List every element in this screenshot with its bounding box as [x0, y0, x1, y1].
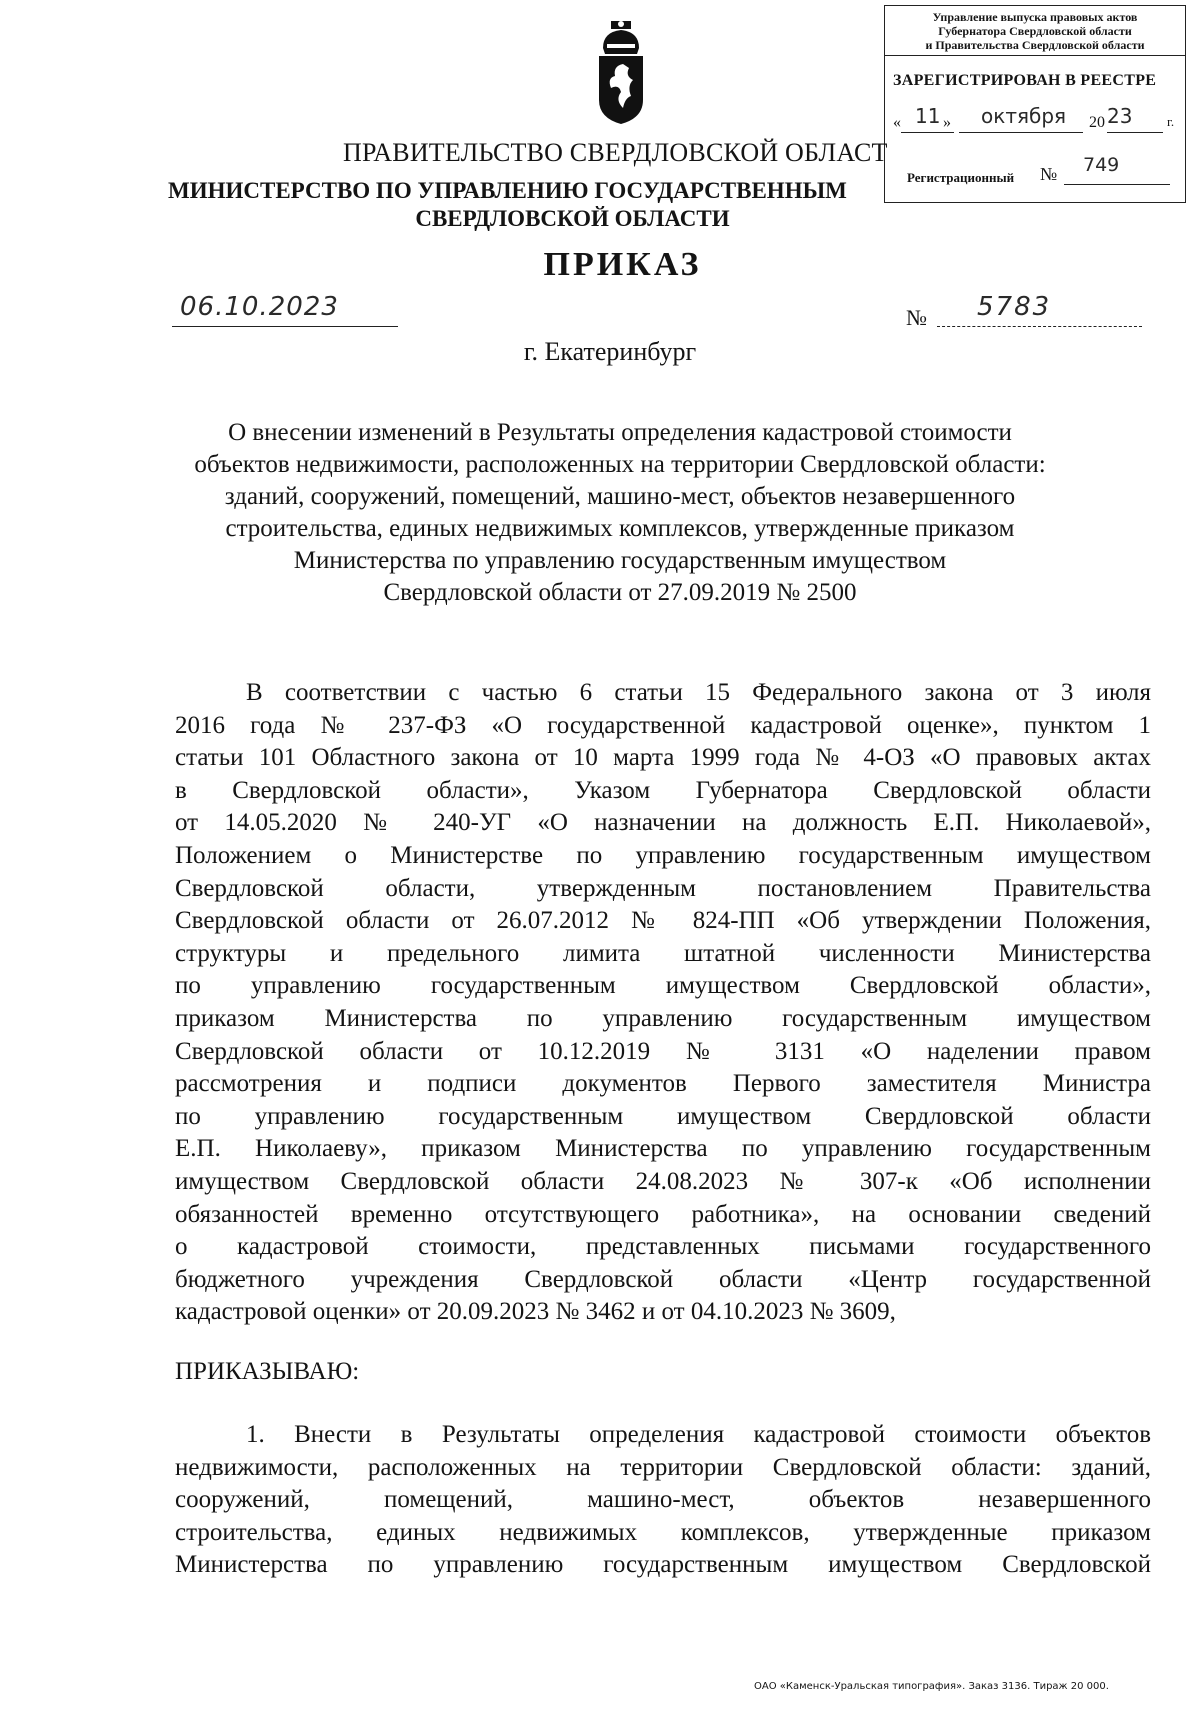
government-title: ПРАВИТЕЛЬСТВО СВЕРДЛОВСКОЙ ОБЛАСТ: [343, 138, 888, 167]
preamble-line: структуры и предельного лимита штатной численности Министерства: [175, 939, 1151, 967]
subject-line: Свердловской области от 27.09.2019 № 2500: [383, 579, 857, 606]
subject-line: Министерства по управлению государственным имуществом: [293, 547, 947, 574]
order-word: ПРИКАЗЫВАЮ:: [175, 1358, 360, 1385]
item-line: строительства, единых недвижимых комплексов, утвержденные приказом: [175, 1518, 1151, 1546]
printer-footer: ОАО «Каменск-Уральская типография». Заказ 3136. Тираж 20 000.: [754, 1681, 1109, 1692]
stamp-year-prefix: 20: [1089, 114, 1105, 131]
order-subject: [120, 417, 1120, 609]
preamble-line: В соответствии с частью 6 статьи 15 Федерального закона от 3 июля: [246, 679, 1151, 706]
preamble-line: обязанностей временно отсутствующего работника», на основании сведений: [175, 1200, 1151, 1228]
stamp-close-quote: »: [943, 114, 951, 131]
city: г. Екатеринбург: [523, 337, 697, 366]
stamp-day: 11: [915, 104, 941, 128]
stamp-year-underline: [1107, 132, 1163, 133]
stamp-header-line: и Правительства Свердловской области: [925, 38, 1145, 52]
stamp-day-underline: [901, 132, 954, 133]
subject-line: зданий, сооружений, помещений, машино-мест, объектов незавершенного: [224, 483, 1016, 510]
stamp-month: октября: [981, 104, 1067, 128]
preamble-line: по управлению государственным имуществом Свердловской области»,: [175, 972, 1151, 1000]
stamp-open-quote: «: [893, 114, 901, 131]
preamble-line: Положением о Министерстве по управлению государственным имуществом: [175, 841, 1151, 869]
order-number: 5783: [977, 292, 1052, 322]
subject-line: О внесении изменений в Результаты определения кадастровой стоимости: [228, 419, 1012, 446]
order-item-1: [175, 1419, 1151, 1582]
preamble-paragraph: [175, 677, 1151, 1329]
preamble-line: рассмотрения и подписи документов Первого заместителя Министра: [175, 1070, 1151, 1098]
stamp-regno-value: 749: [1083, 154, 1120, 176]
stamp-month-underline: [959, 132, 1083, 133]
item-line: недвижимости, расположенных на территории Свердловской области: зданий,: [175, 1453, 1151, 1481]
subject-line: строительства, единых недвижимых комплексов, утвержденные приказом: [225, 515, 1015, 542]
stamp-date: [893, 104, 1183, 142]
stamp-registered-label: ЗАРЕГИСТРИРОВАН В РЕЕСТРЕ: [893, 72, 1157, 89]
item-line: 1. Внести в Результаты определения кадастровой стоимости объектов: [246, 1421, 1151, 1448]
order-date-field: [172, 292, 398, 327]
preamble-line: в Свердловской области», Указом Губернатора Свердловской области: [175, 776, 1151, 804]
preamble-line: бюджетного учреждения Свердловской области «Центр государственной: [175, 1265, 1151, 1293]
ministry-title-line1: МИНИСТЕРСТВО ПО УПРАВЛЕНИЮ ГОСУДАРСТВЕННЫМ: [168, 178, 847, 203]
order-date: 06.10.2023: [180, 292, 339, 322]
preamble-line: 2016 года № 237-ФЗ «О государственной кадастровой оценке», пунктом 1: [175, 711, 1151, 739]
preamble-line: Свердловской области от 10.12.2019 № 3131 «О наделении правом: [175, 1037, 1151, 1065]
stamp-year-suffix: 23: [1107, 104, 1133, 128]
preamble-line: по управлению государственным имуществом Свердловской области: [175, 1102, 1151, 1130]
preamble-line: о кадастровой стоимости, представленных письмами государственного: [175, 1233, 1151, 1261]
preamble-line: Е.П. Николаеву», приказом Министерства по управлению государственным: [175, 1135, 1151, 1163]
ministry-title-line2: СВЕРДЛОВСКОЙ ОБЛАСТИ: [415, 206, 730, 231]
stamp-header-line: Управление выпуска правовых актов: [932, 10, 1138, 24]
preamble-line: приказом Министерства по управлению государственным имуществом: [175, 1004, 1151, 1032]
stamp-regno-label: Регистрационный: [907, 170, 1015, 185]
preamble-line: Свердловской области, утвержденным постановлением Правительства: [175, 874, 1151, 902]
preamble-line: от 14.05.2020 № 240-УГ «О назначении на должность Е.П. Николаевой»,: [175, 809, 1151, 837]
registration-stamp: [884, 5, 1186, 203]
item-line: сооружений, помещений, машино-мест, объектов незавершенного: [175, 1486, 1151, 1514]
preamble-line: кадастровой оценки» от 20.09.2023 № 3462 и от 04.10.2023 № 3609,: [175, 1298, 896, 1326]
stamp-regno-sign: №: [1040, 164, 1058, 184]
subject-line: объектов недвижимости, расположенных на территории Свердловской области:: [194, 451, 1046, 478]
stamp-header: [885, 6, 1185, 56]
order-number-field: [937, 292, 1142, 327]
stamp-header-line: Губернатора Свердловской области: [938, 24, 1132, 38]
preamble-line: Свердловской области от 26.07.2012 № 824-ПП «Об утверждении Положения,: [175, 907, 1151, 935]
item-line: Министерства по управлению государственным имуществом Свердловской: [175, 1551, 1151, 1579]
order-number-label: №: [906, 305, 927, 330]
coat-of-arms-icon: [593, 20, 649, 126]
document-type: ПРИКАЗ: [543, 246, 702, 283]
preamble-line: статьи 101 Областного закона от 10 марта 1999 года № 4-ОЗ «О правовых актах: [175, 744, 1151, 772]
stamp-year-unit: г.: [1167, 114, 1175, 129]
stamp-regno-underline: [1064, 184, 1170, 185]
preamble-line: имуществом Свердловской области 24.08.2023 № 307-к «Об исполнении: [175, 1167, 1151, 1195]
stamp-registration-number: [907, 154, 1177, 194]
